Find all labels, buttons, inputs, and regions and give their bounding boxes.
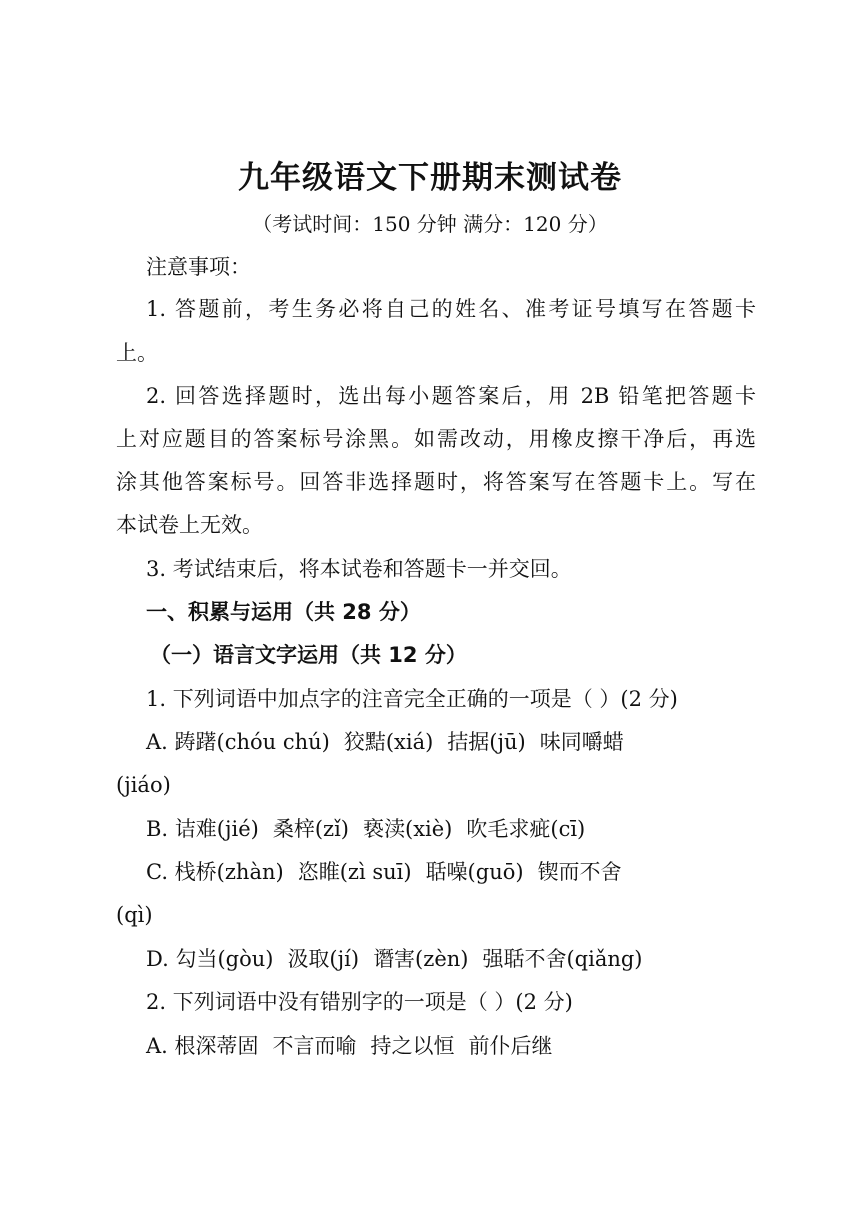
option-word: 恣睢(zì suī) xyxy=(297,860,412,884)
option-word: 锲而不舍 xyxy=(537,860,622,884)
question-1-stem: 1. 下列词语中加点字的注音完全正确的一项是（ ）(2 分) xyxy=(146,687,678,711)
subsection-heading: （一）语言文字运用（共 12 分） xyxy=(150,643,467,667)
question-1-option-a-cont: (jiáo) xyxy=(116,773,171,797)
option-word: 谮害(zèn) xyxy=(373,947,469,971)
option-word: 不言而喻 xyxy=(272,1034,357,1058)
option-word: A. 踌躇(chóu chú) xyxy=(146,730,330,754)
option-word: C. 栈桥(zhàn) xyxy=(146,860,284,884)
option-word: 持之以恒 xyxy=(370,1034,455,1058)
option-word: A. 根深蒂固 xyxy=(146,1034,259,1058)
option-word: 亵渎(xiè) xyxy=(363,817,453,841)
option-word: 强聒不舍(qiǎng) xyxy=(482,947,643,971)
option-word: 狡黠(xiá) xyxy=(343,730,434,754)
notice-item-2-cont-1: 上对应题目的答案标号涂黑。如需改动，用橡皮擦干净后，再选 xyxy=(116,427,756,451)
notice-heading: 注意事项： xyxy=(146,255,251,279)
question-1-option-d xyxy=(146,944,756,974)
notice-item-1-cont: 上。 xyxy=(116,341,158,365)
question-1-option-c xyxy=(146,857,756,887)
question-1-option-b xyxy=(146,814,756,844)
question-2-option-a xyxy=(146,1031,756,1061)
notice-item-2: 2. 回答选择题时，选出每小题答案后，用 2B 铅笔把答题卡 xyxy=(146,384,756,408)
exam-title: 九年级语文下册期末测试卷 xyxy=(238,160,622,196)
option-word: 拮据(jū) xyxy=(447,730,526,754)
option-word: B. 诘难(jié) xyxy=(146,817,259,841)
section-heading: 一、积累与运用（共 28 分） xyxy=(146,600,421,624)
option-word: 前仆后继 xyxy=(468,1034,553,1058)
notice-item-1: 1. 答题前，考生务必将自己的姓名、准考证号填写在答题卡 xyxy=(146,297,756,321)
option-word: 桑梓(zǐ) xyxy=(272,817,349,841)
option-word: 吹毛求疵(cī) xyxy=(466,817,586,841)
notice-item-3: 3. 考试结束后，将本试卷和答题卡一并交回。 xyxy=(146,557,572,581)
question-2-stem: 2. 下列词语中没有错别字的一项是（ ）(2 分) xyxy=(146,990,573,1014)
option-word: D. 勾当(gòu) xyxy=(146,947,274,971)
question-1-option-c-cont: (qì) xyxy=(116,903,153,927)
option-word: 聒噪(guō) xyxy=(425,860,524,884)
option-word: 汲取(jí) xyxy=(287,947,360,971)
exam-subtitle: （考试时间：150 分钟 满分：120 分） xyxy=(252,212,608,236)
option-word: 味同嚼蜡 xyxy=(539,730,624,754)
notice-item-2-cont-3: 本试卷上无效。 xyxy=(116,513,263,537)
question-1-option-a xyxy=(146,727,756,757)
notice-item-2-cont-2: 涂其他答案标号。回答非选择题时，将答案写在答题卡上。写在 xyxy=(116,470,756,494)
